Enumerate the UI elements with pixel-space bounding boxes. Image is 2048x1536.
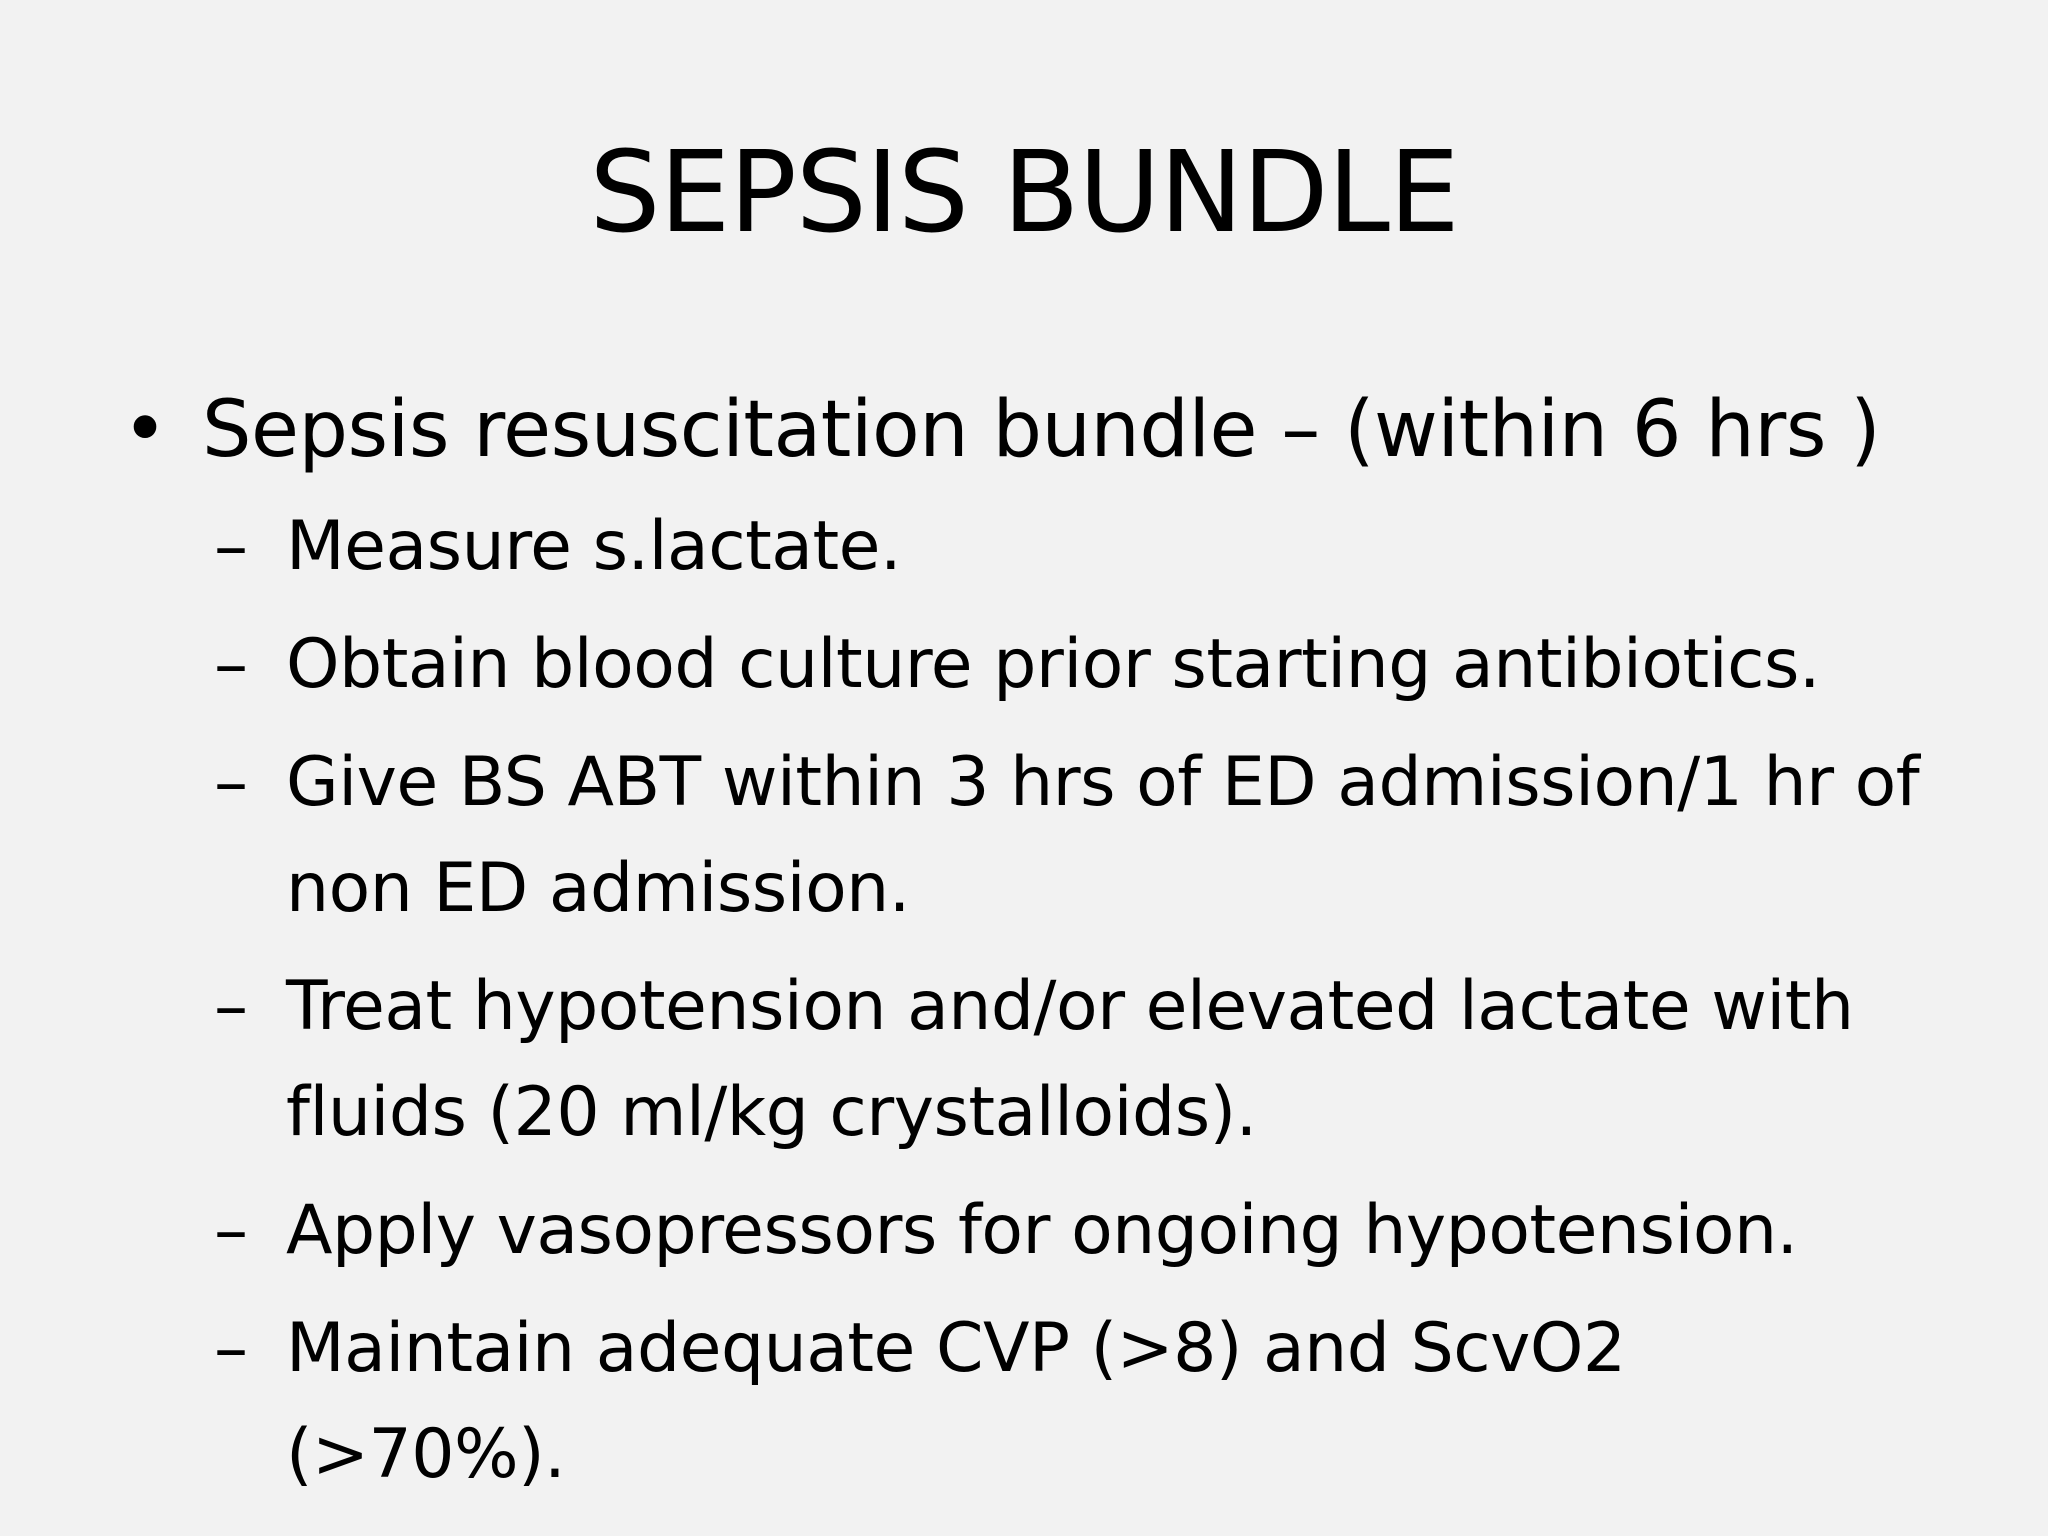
slide-title: SEPSIS BUNDLE (589, 128, 1459, 258)
sub-bullet-line: Apply vasopressors for ongoing hypotension. (286, 1191, 1798, 1270)
sub-bullet-item (214, 1178, 1922, 1284)
main-bullet-text: Sepsis resuscitation bundle – (within 6 hrs ) (202, 385, 1881, 475)
sub-bullet-list (122, 494, 1922, 1508)
sub-bullet-line: fluids (20 ml/kg crystalloids). (286, 1073, 1257, 1152)
sub-bullet-line: Measure s.lactate. (286, 507, 902, 586)
sub-bullet-item (214, 612, 1922, 718)
main-bullet (122, 380, 1922, 480)
sub-bullet-line: non ED admission. (286, 849, 910, 928)
sub-bullet-item (214, 494, 1922, 600)
sub-bullet-item (214, 730, 1922, 942)
dash-marker: – (214, 743, 248, 822)
dash-marker: – (214, 507, 248, 586)
sub-bullet-item (214, 954, 1922, 1166)
dash-marker: – (214, 1309, 248, 1388)
sub-bullet-line: Obtain blood culture prior starting antibiotics. (286, 625, 1821, 704)
dash-marker: – (214, 625, 248, 704)
slide-content (122, 380, 1922, 1520)
bullet-marker: • (122, 385, 168, 475)
dash-marker: – (214, 1191, 248, 1270)
sub-bullet-line: Maintain adequate CVP (>8) and ScvO2 (>70%). (286, 1309, 1626, 1494)
sub-bullet-item (214, 1296, 1922, 1508)
sub-bullet-line: Treat hypotension and/or elevated lactate with (286, 967, 1854, 1046)
dash-marker: – (214, 967, 248, 1046)
sub-bullet-line: Give BS ABT within 3 hrs of ED admission/1 hr of (286, 743, 1920, 822)
